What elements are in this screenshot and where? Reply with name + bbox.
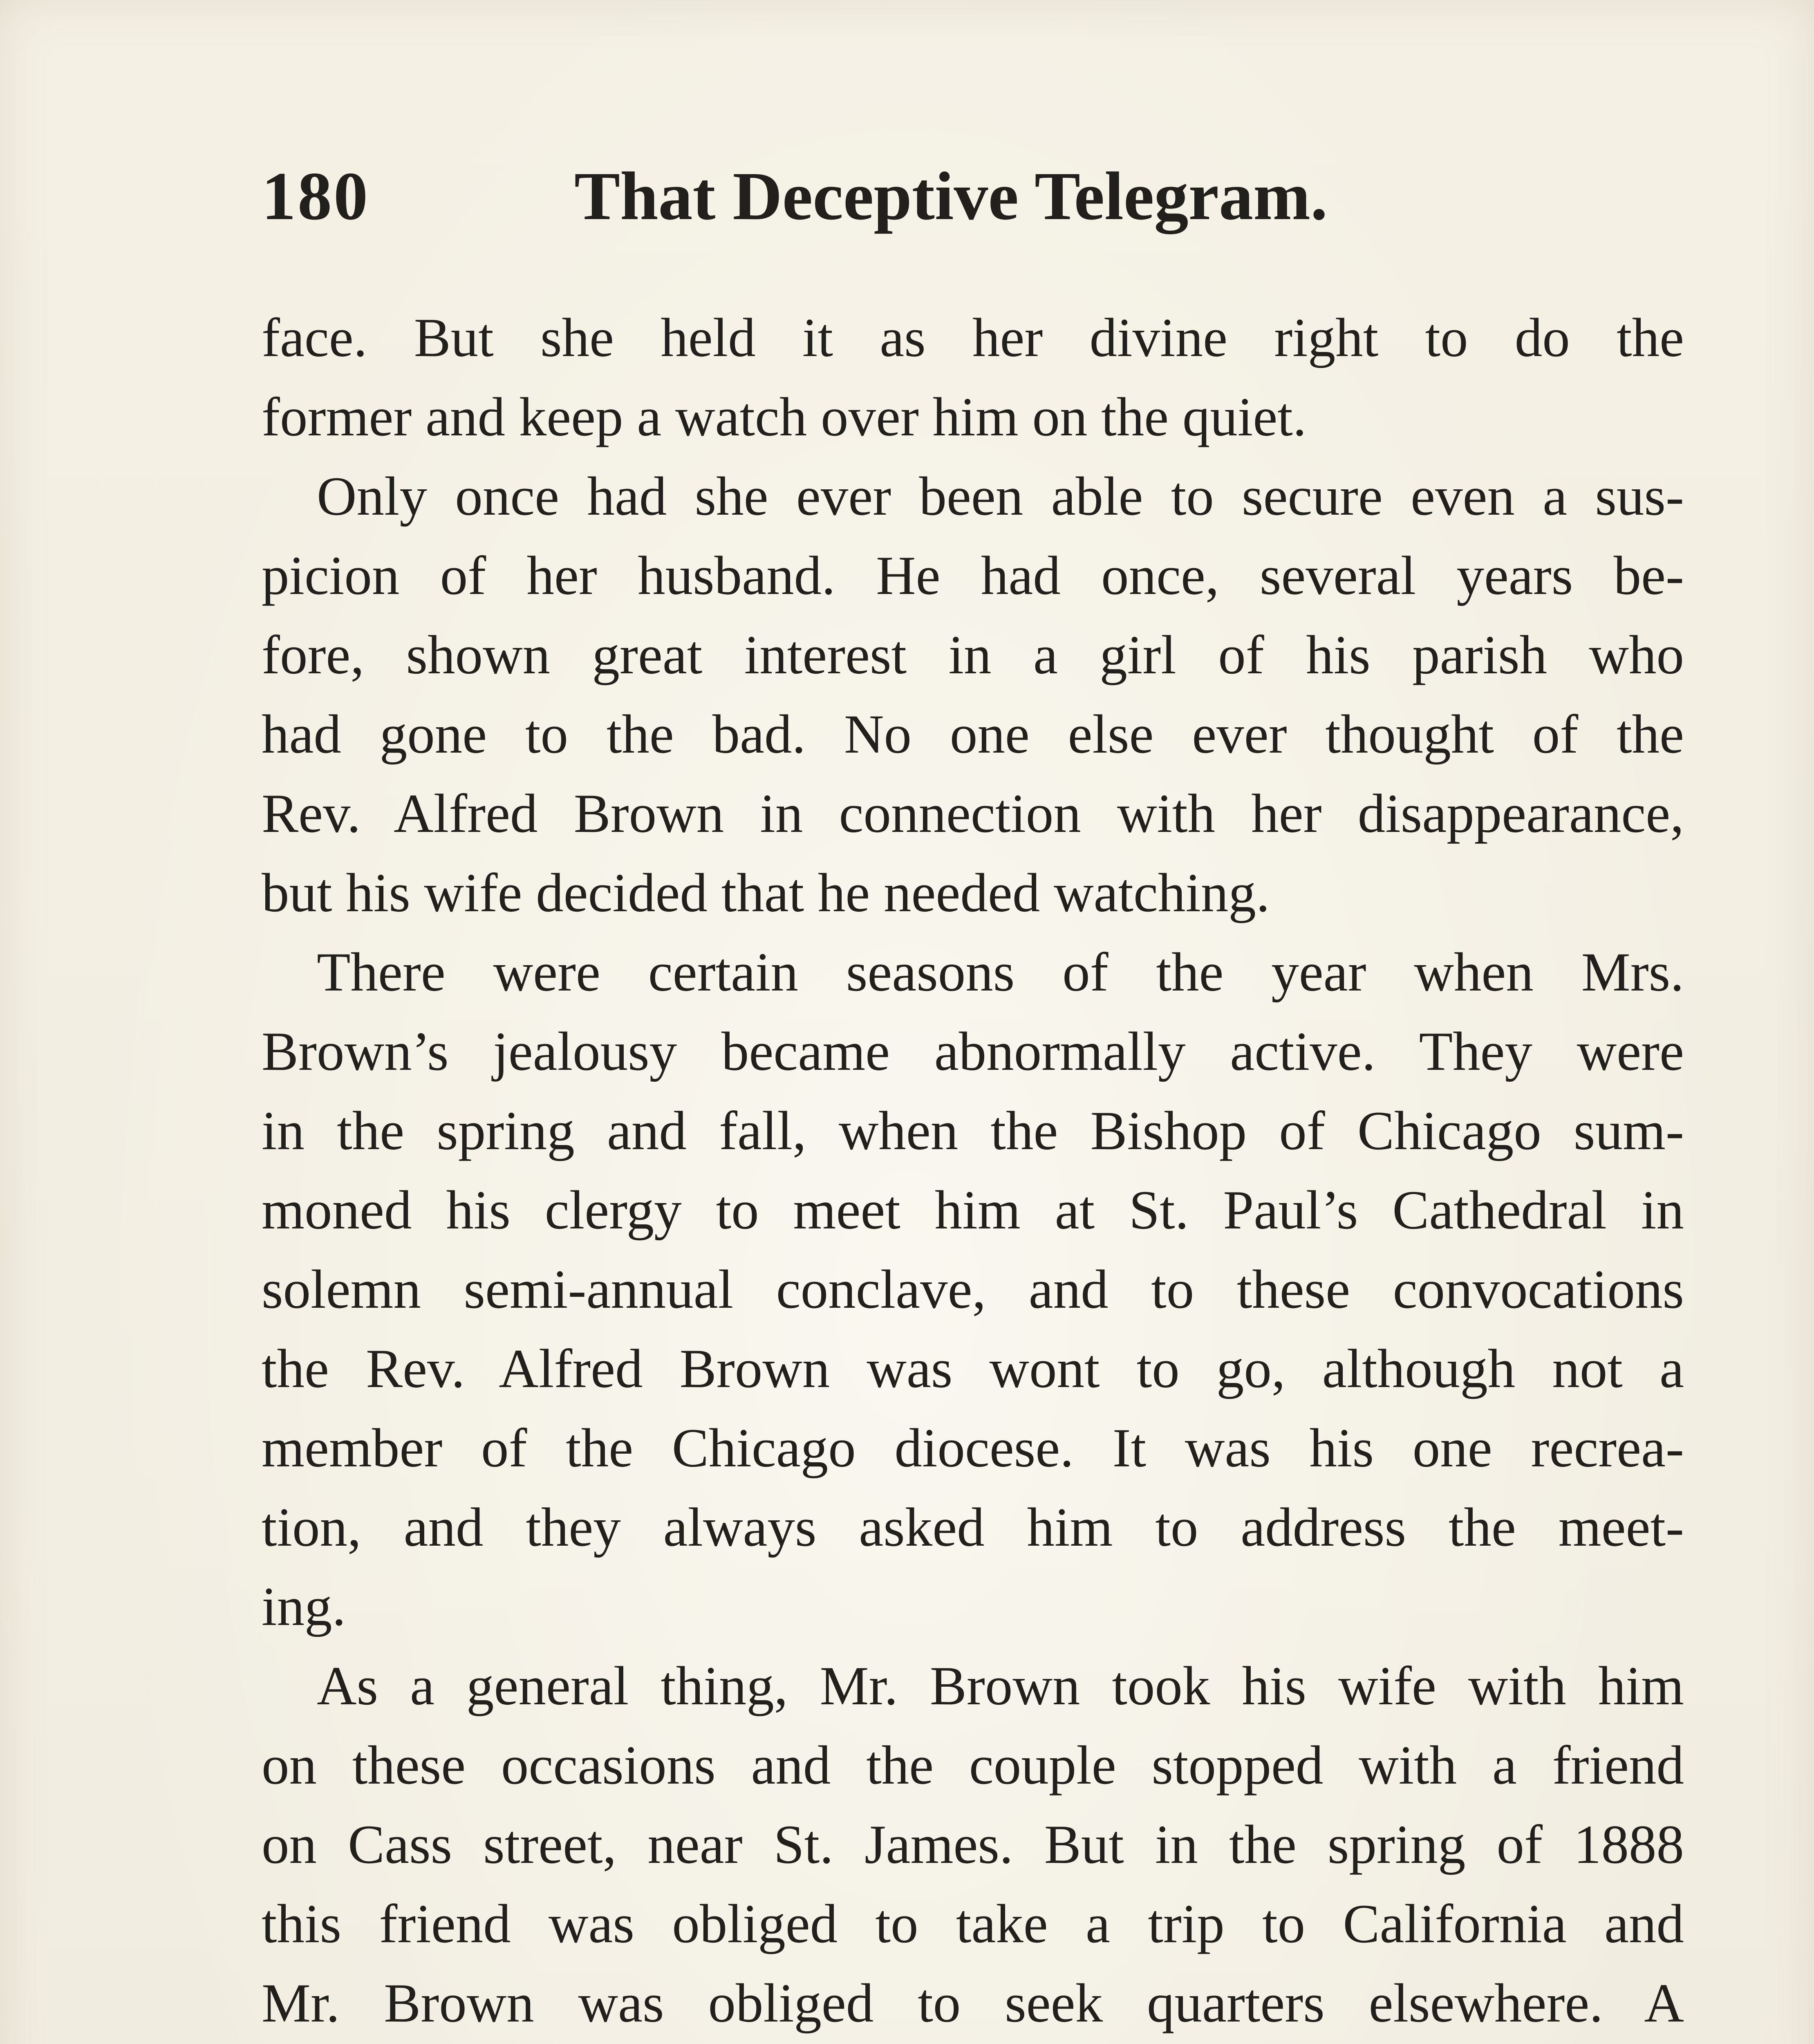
text-line: picion of her husband. He had once, several years be-	[262, 545, 1684, 606]
text-line: tion, and they always asked him to address the meet-	[262, 1497, 1684, 1558]
body-text	[262, 298, 1684, 2044]
running-head	[262, 151, 1684, 241]
text-line: As a general thing, Mr. Brown took his wife with him	[317, 1656, 1684, 1717]
text-line: Rev. Alfred Brown in connection with her disappearance,	[262, 783, 1684, 844]
text-line: Only once had she ever been able to secure even a sus-	[317, 466, 1684, 527]
text-line: solemn semi-annual conclave, and to these convocations	[262, 1259, 1684, 1320]
text-line: ing.	[262, 1576, 346, 1637]
text-line: on these occasions and the couple stopped with a friend	[262, 1735, 1684, 1796]
text-line: former and keep a watch over him on the quiet.	[262, 387, 1307, 448]
text-line: face. But she held it as her divine right to do the	[262, 307, 1684, 368]
text-line: Mr. Brown was obliged to seek quarters elsewhere. A	[262, 1973, 1684, 2034]
text-line: this friend was obliged to take a trip to California and	[262, 1894, 1684, 1954]
text-line: on Cass street, near St. James. But in the spring of 1888	[262, 1814, 1684, 1875]
page-number: 180	[262, 158, 370, 234]
text-line: Brown’s jealousy became abnormally active. They were	[262, 1021, 1684, 1082]
text-line: There were certain seasons of the year when Mrs.	[317, 942, 1684, 1003]
text-line: the Rev. Alfred Brown was wont to go, although not a	[262, 1338, 1684, 1399]
text-line: member of the Chicago diocese. It was his one recrea-	[262, 1418, 1684, 1479]
text-line: in the spring and fall, when the Bishop of Chicago sum-	[262, 1100, 1684, 1161]
text-line: but his wife decided that he needed watching.	[262, 863, 1270, 923]
text-line: fore, shown great interest in a girl of his parish who	[262, 625, 1684, 686]
chapter-title: That Deceptive Telegram.	[574, 158, 1328, 234]
text-line: moned his clergy to meet him at St. Paul’s Cathedral in	[262, 1180, 1684, 1241]
text-line: had gone to the bad. No one else ever thought of the	[262, 704, 1684, 765]
